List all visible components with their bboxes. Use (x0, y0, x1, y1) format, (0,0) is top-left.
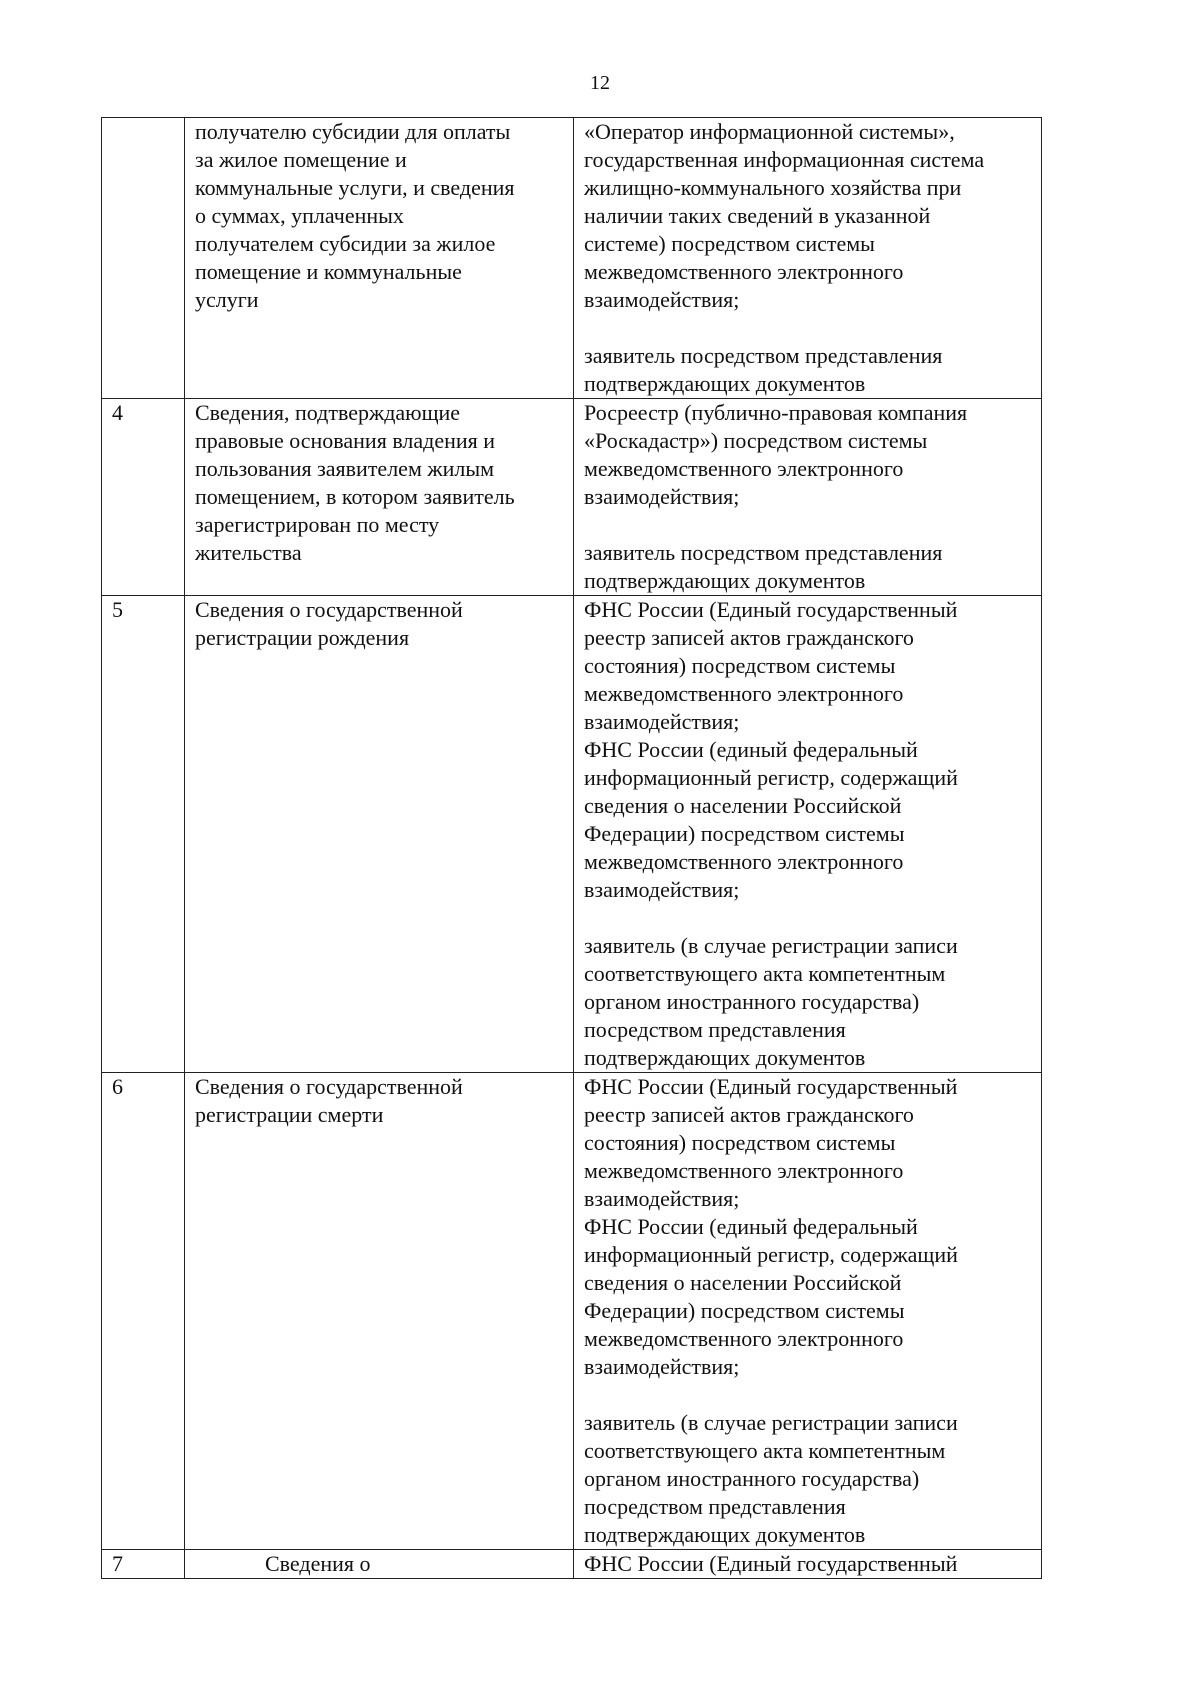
table-row (102, 1073, 1042, 1550)
source-primary: ФНС России (Единый государственный реестр записей актов гражданского состояния) посредством системы межведомственного электронного взаимодействия; ФНС России (единый федеральный информационный регистр, содержащий сведения о населении Российской Федерации) посредством системы межведомственного электронного взаимодействия; (584, 1074, 958, 1379)
row-number: 5 (102, 596, 185, 1073)
info-source (574, 118, 1042, 399)
info-name: получателю субсидии для оплаты за жилое помещение и коммунальные услуги, и сведения о суммах, уплаченных получателем субсидии за жилое помещение и коммунальные услуги (185, 118, 574, 399)
page-number: 12 (590, 72, 610, 94)
source-primary: Росреестр (публично-правовая компания «Роскадастр») посредством системы межведомственного электронного взаимодействия; (584, 400, 968, 509)
info-name: Сведения о (185, 1550, 574, 1579)
info-source (574, 1550, 1042, 1579)
documents-table (101, 117, 1042, 1579)
info-name: Сведения о государственной регистрации рождения (185, 596, 574, 1073)
source-applicant: заявитель (в случае регистрации записи соответствующего акта компетентным органом иностранного государства) посредством представления подтверждающих документов (584, 1410, 958, 1547)
row-number: 7 (102, 1550, 185, 1579)
info-source (574, 596, 1042, 1073)
source-primary: ФНС России (Единый государственный (584, 1551, 958, 1576)
row-number (102, 118, 185, 399)
info-name: Сведения о государственной регистрации смерти (185, 1073, 574, 1550)
source-applicant: заявитель посредством представления подтверждающих документов (584, 540, 943, 593)
table-row (102, 399, 1042, 596)
source-applicant: заявитель посредством представления подтверждающих документов (584, 343, 943, 396)
info-name: Сведения, подтверждающие правовые основания владения и пользования заявителем жилым помещением, в котором заявитель зарегистрирован по месту жительства (185, 399, 574, 596)
table-row (102, 596, 1042, 1073)
info-source (574, 399, 1042, 596)
row-number: 6 (102, 1073, 185, 1550)
row-number: 4 (102, 399, 185, 596)
source-primary: ФНС России (Единый государственный реестр записей актов гражданского состояния) посредством системы межведомственного электронного взаимодействия; ФНС России (единый федеральный информационный регистр, содержащий сведения о населении Российской Федерации) посредством системы межведомственного электронного взаимодействия; (584, 597, 958, 902)
table-row (102, 1550, 1042, 1579)
table-row (102, 118, 1042, 399)
source-applicant: заявитель (в случае регистрации записи соответствующего акта компетентным органом иностранного государства) посредством представления подтверждающих документов (584, 933, 958, 1070)
source-primary: «Оператор информационной системы», государственная информационная система жилищно-коммунального хозяйства при наличии таких сведений в указанной системе) посредством системы межведомственного электронного взаимодействия; (584, 119, 985, 312)
info-source (574, 1073, 1042, 1550)
